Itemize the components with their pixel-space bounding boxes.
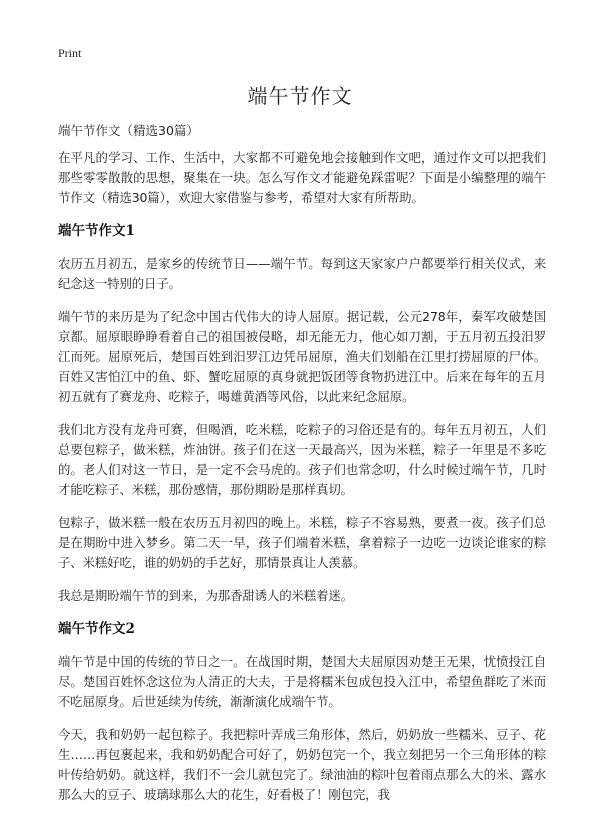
section-1-paragraph-1: 农历五月初五，是家乡的传统节日——端午节。每到这天家家户户都要举行相关仪式，来纪念这一特别的日子。 bbox=[58, 256, 546, 291]
page-title: 端午节作文 bbox=[247, 84, 353, 108]
section-heading-2: 端午节作文2 bbox=[58, 621, 135, 637]
section-1-paragraph-2: 端午节的来历是为了纪念中国古代伟大的诗人屈原。据记载，公元278年，秦军攻破楚国京都。屈原眼睁睁看着自己的祖国被侵略，却无能无力，他心如刀割，于五月初五投汨罗江而死。屈原死后，楚国百姓到汨罗江边凭吊屈原，渔夫们划船在江里打捞屈原的尸体。百姓又害怕江中的鱼、虾、蟹吃屈原的真身就把饭团等食物扔进江中。后来在每年的五月初五就有了赛龙舟、吃粽子，喝雄黄酒等风俗，以此来纪念屈原。 bbox=[58, 309, 546, 404]
document-subtitle: 端午节作文（精选30篇） bbox=[58, 123, 199, 138]
print-link[interactable]: Print bbox=[58, 46, 82, 60]
section-2-paragraph-1: 端午节是中国的传统的节日之一。在战国时期，楚国大夫屈原因劝楚王无果，忧愤投江自尽。楚国百姓怀念这位为人清正的大夫，于是将糯米包成包投入江中，希望鱼群吃了米而不吃屈原身。后世延续为传统，渐渐演化成端午节。 bbox=[58, 654, 546, 709]
intro-paragraph: 在平凡的学习、工作、生活中，大家都不可避免地会接触到作文吧，通过作文可以把我们那些零零散散的思想，聚集在一块。怎么写作文才能避免踩雷呢？下面是小编整理的端午节作文（精选30篇），欢迎大家借鉴与参考，希望对大家有所帮助。 bbox=[58, 150, 546, 205]
section-1-paragraph-5: 我总是期盼端午节的到来，为那香甜诱人的米糕着迷。 bbox=[58, 588, 353, 603]
section-1-paragraph-3: 我们北方没有龙舟可赛，但喝酒，吃米糕，吃粽子的习俗还是有的。每年五月初五，人们总要包粽子，做米糕，炸油饼。孩子们在这一天最高兴，因为米糕，粽子一年里是不多吃的。老人们对这一节日，是一定不会马虎的。孩子们也常念叨，什么时候过端午节，几时才能吃粽子、米糕，那份感情，那份期盼是那样真切。 bbox=[58, 422, 546, 497]
article-body bbox=[58, 148, 546, 818]
section-2-paragraph-2: 今天，我和奶奶一起包粽子。我把粽叶弄成三角形体，然后，奶奶放一些糯米、豆子、花生……再包裹起来，我和奶奶配合可好了，奶奶包完一个，我立刻把另一个三角形体的粽叶传给奶奶。就这样，我们不一会儿就包完了。绿油油的粽叶包着雨点那么大的米、露水那么大的豆子、玻璃球那么大的花生，好看极了！刚包完，我 bbox=[58, 727, 546, 802]
section-1-paragraph-4: 包粽子，做米糕一般在农历五月初四的晚上。米糕，粽子不容易熟，要煮一夜。孩子们总是在期盼中进入梦乡。第二天一早，孩子们端着米糕，拿着粽子一边吃一边谈论谁家的粽子、米糕好吃，谁的奶奶的手艺好，那情景真让人羡慕。 bbox=[58, 515, 546, 570]
section-heading-1: 端午节作文1 bbox=[58, 223, 135, 239]
